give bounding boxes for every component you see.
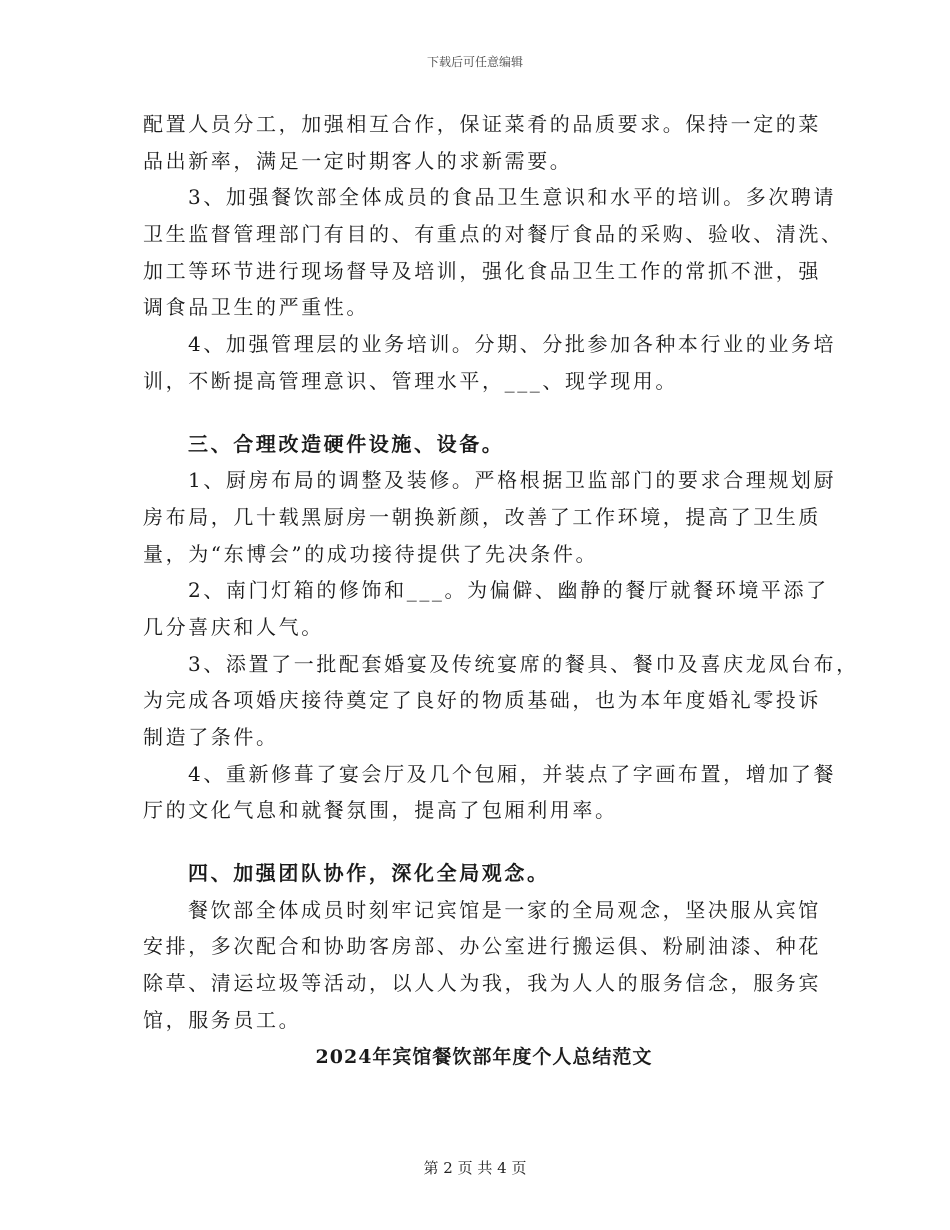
section-gap bbox=[143, 829, 805, 855]
section-gap bbox=[143, 400, 805, 426]
text-line: 为完成各项婚庆接待奠定了良好的物质基础，也为本年度婚礼零投诉 bbox=[143, 688, 821, 713]
text-line: 品出新率，满足一定时期客人的求新需要。 bbox=[143, 148, 573, 173]
text-line: 4、重新修葺了宴会厅及几个包厢，并装点了字画布置，增加了餐 bbox=[188, 761, 837, 786]
section-heading: 三、合理改造硬件设施、设备。 bbox=[188, 431, 505, 456]
text-line: 安排，多次配合和协助客房部、办公室进行搬运俱、粉刷油漆、种花 bbox=[143, 934, 821, 959]
text-line: 1、厨房布局的调整及装修。严格根据卫监部门的要求合理规划厨 bbox=[188, 468, 837, 493]
text-line: 训，不断提高管理意识、管理水平，___、现学现用。 bbox=[143, 368, 678, 393]
text-line: 量，为“东博会”的成功接待提供了先决条件。 bbox=[143, 541, 599, 566]
section-heading: 四、加强团队协作，深化全局观念。 bbox=[188, 861, 550, 886]
text-line: 除草、清运垃圾等活动，以人人为我，我为人人的服务信念，服务宾 bbox=[143, 971, 821, 996]
text-line: 几分喜庆和人气。 bbox=[143, 614, 324, 639]
document-body bbox=[143, 106, 859, 1075]
text-line: 厅的文化气息和就餐氛围，提高了包厢利用率。 bbox=[143, 798, 618, 823]
header-note: 下载后可任意编辑 bbox=[426, 55, 523, 69]
text-line: 馆，服务员工。 bbox=[143, 1007, 302, 1032]
text-line: 4、加强管理层的业务培训。分期、分批参加各种本行业的业务培 bbox=[188, 332, 837, 357]
text-line: 配置人员分工，加强相互合作，保证菜肴的品质要求。保持一定的菜 bbox=[143, 112, 821, 136]
text-line: 制造了条件。 bbox=[143, 725, 279, 749]
page-number: 第 2 页 共 4 页 bbox=[423, 1159, 527, 1177]
text-line: 卫生监督管理部门有目的、有重点的对餐厅食品的采购、验收、清洗、 bbox=[143, 222, 844, 247]
text-line: 加工等环节进行现场督导及培训，强化食品卫生工作的常抓不泄，强 bbox=[143, 258, 821, 283]
text-line: 餐饮部全体成员时刻牢记宾馆是一家的全局观念，坚决服从宾馆 bbox=[188, 897, 821, 922]
text-line: 房布局，几十载黑厨房一朝换新颜，改善了工作环境，提高了卫生质 bbox=[143, 504, 821, 529]
text-line: 2、南门灯箱的修饰和___。为偏僻、幽静的餐厅就餐环境平添了 bbox=[188, 578, 829, 603]
text-line: 3、添置了一批配套婚宴及传统宴席的餐具、餐巾及喜庆龙凤台布， bbox=[188, 651, 859, 676]
text-line: 3、加强餐饮部全体成员的食品卫生意识和水平的培训。多次聘请 bbox=[188, 185, 837, 210]
text-line: 调食品卫生的严重性。 bbox=[143, 295, 369, 320]
document-title: 2024年宾馆餐饮部年度个人总结范文 bbox=[315, 1045, 653, 1068]
